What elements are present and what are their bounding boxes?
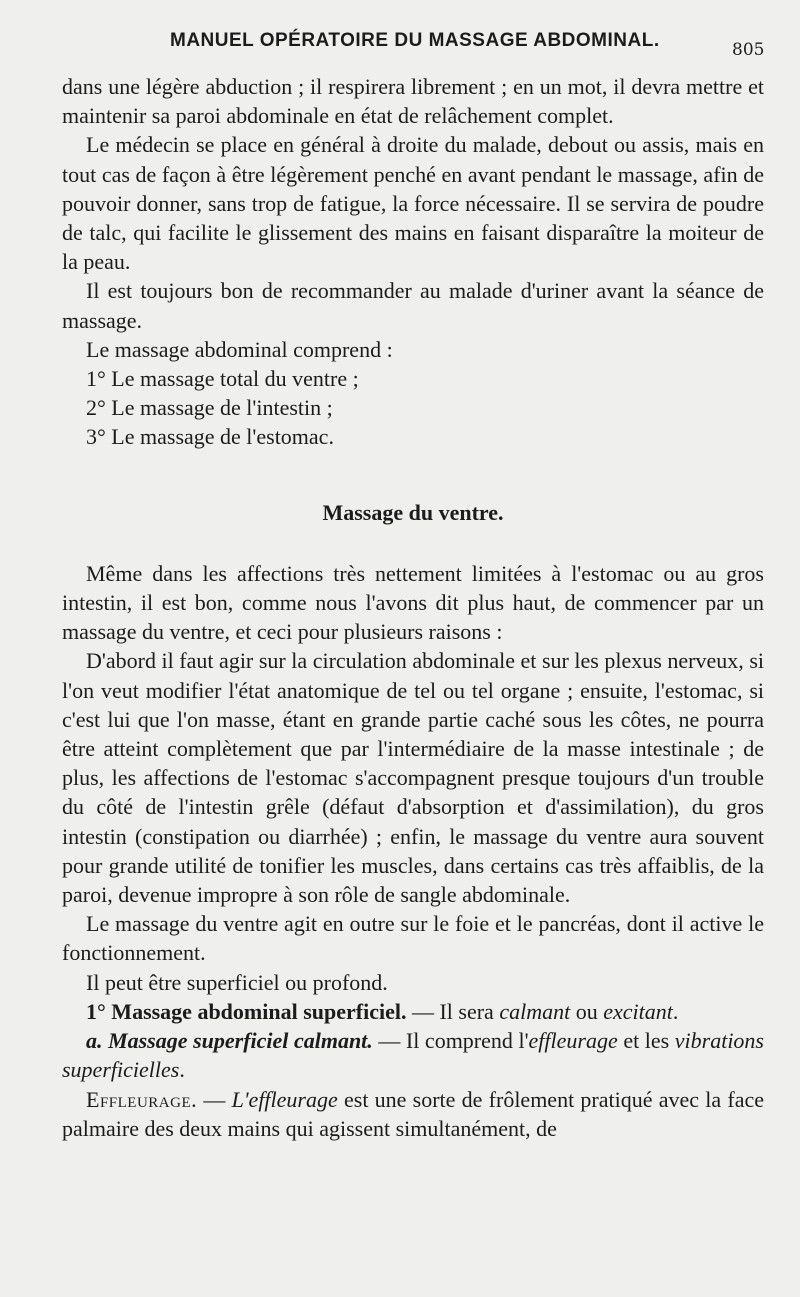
section-heading: Massage du ventre. [322,499,504,525]
subheading: a. Massage superficiel calmant. [86,1028,373,1054]
emphasis: calmant [499,998,571,1024]
page-header [0,30,800,60]
paragraph-effleurage [62,1085,764,1143]
paragraph-superficial-massage [62,997,764,1026]
text-span: . [672,998,679,1024]
paragraph: Il est toujours bon de recommander au malade d'uriner avant la séance de massage. [62,278,764,333]
paragraph-calming-massage [62,1026,764,1084]
small-caps-heading: Effleurage. [86,1086,198,1112]
paragraph: D'abord il faut agir sur la circulation abdominale et sur les plexus nerveux, si l'on veut modifier l'état anatomique de tel ou tel organe ; ensuite, l'estomac, si c'est lui que l'on masse, étant en grande partie caché sous les côtes, ne pourra être atteint complètement que par l'intermédiaire de la masse intestinale ; de plus, les affections de l'estomac s'accompagnent presque toujours d'un trouble du côté de l'intestin grêle (défaut d'absorption et d'assimilation), du gros intestin (constipation ou diarrhée) ; enfin, le massage du ventre aura souvent pour grande utilité de tonifier les muscles, dans certains cas très affaiblis, de la paroi, devenue impropre à son rôle de sangle abdominale. [62,648,764,908]
text-span: ou [570,998,604,1024]
paragraph: Même dans les affections très nettement limitées à l'estomac ou au gros intestin, il est bon, comme nous l'avons dit plus haut, de commencer par un massage du ventre, et ceci pour plusieurs raisons : [62,560,764,645]
emphasis: L'effleurage [231,1086,338,1112]
list-item: 3° Le massage de l'estomac. [86,424,334,450]
text-span: — [197,1086,232,1112]
text-span: — Il comprend l' [372,1028,529,1054]
list-item: 2° Le massage de l'intestin ; [86,395,333,421]
text-span: — Il sera [406,998,500,1024]
subheading: 1° Massage abdominal superficiel. [86,998,407,1024]
text-span: est une sorte de frôlement pratiqué avec la face palmaire des deux mains qui agissent simultanément, de [62,1086,765,1141]
paragraph: Le massage abdominal comprend : [86,336,393,362]
enumeration-list [62,364,764,452]
paragraph: Il peut être superficiel ou profond. [86,969,388,995]
page-number: 805 [732,40,765,60]
page-body [62,72,764,1143]
emphasis: excitant [603,998,673,1024]
paragraph: Le massage du ventre agit en outre sur le foie et le pancréas, dont il active le fonctionnement. [62,911,764,966]
emphasis: vibrations superficielles [62,1028,764,1083]
text-span: . [179,1057,185,1083]
list-item: 1° Le massage total du ventre ; [86,366,359,392]
paragraph: dans une légère abduction ; il respirera librement ; en un mot, il devra mettre et maintenir sa paroi abdominale en état de relâchement complet. [62,74,764,129]
emphasis: effleurage [528,1028,618,1054]
text-span: et les [617,1028,675,1054]
running-title: MANUEL OPÉRATOIRE DU MASSAGE ABDOMINAL. [170,30,660,51]
paragraph: Le médecin se place en général à droite du malade, debout ou assis, mais en tout cas de façon à être légèrement penché en avant pendant le massage, afin de pouvoir donner, sans trop de fatigue, la force nécessaire. Il se servira de poudre de talc, qui facilite le glissement des mains en faisant disparaître la moiteur de la peau. [62,132,764,275]
